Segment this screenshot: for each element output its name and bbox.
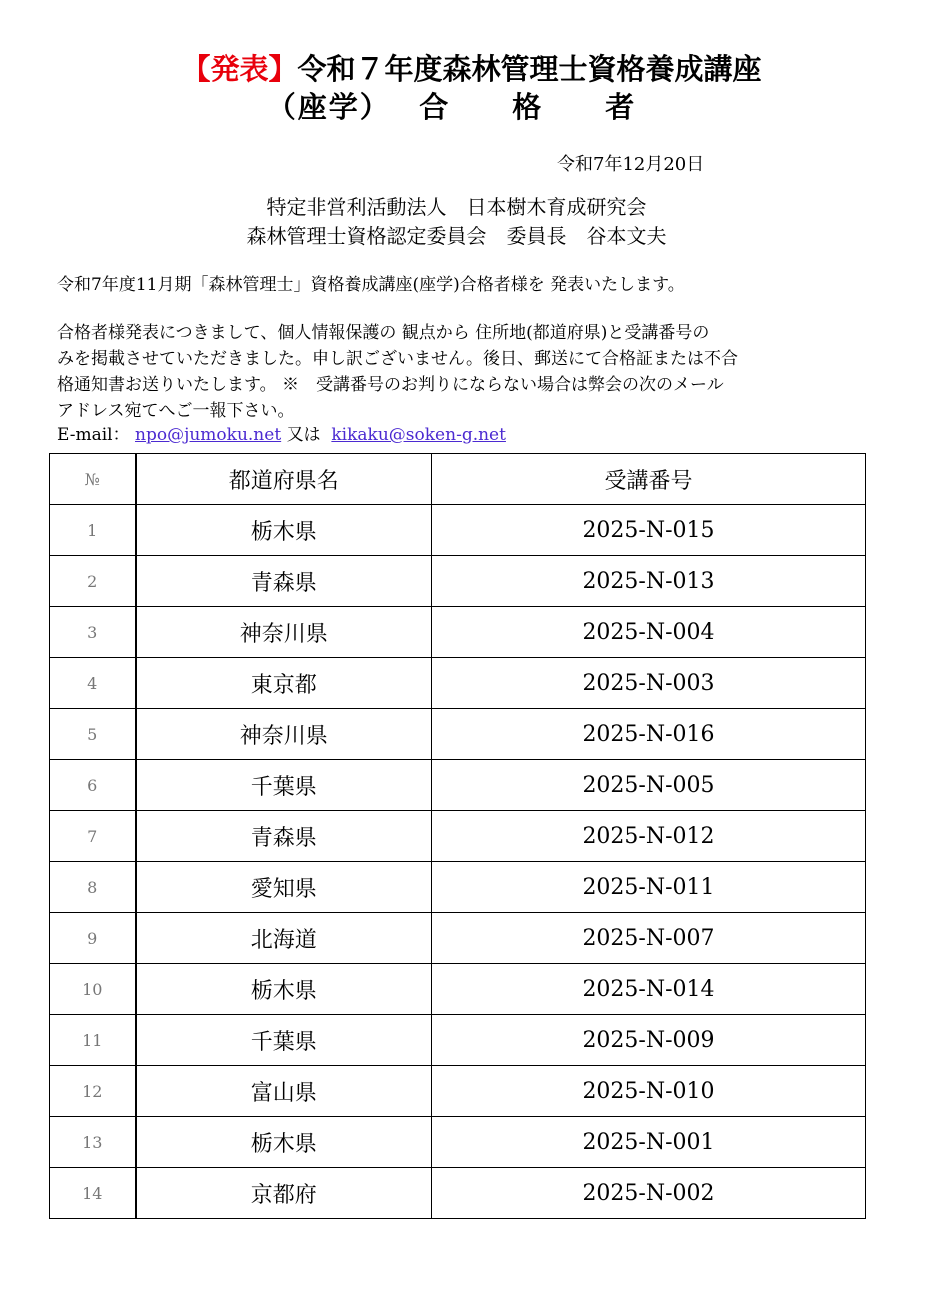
row-number: 8 xyxy=(50,862,136,913)
email-link-soken[interactable]: kikaku@soken-g.net xyxy=(331,425,506,445)
prefecture-cell: 栃木県 xyxy=(136,1117,432,1168)
prefecture-cell: 神奈川県 xyxy=(136,607,432,658)
table-row xyxy=(50,607,866,658)
email-label: E-mail： xyxy=(57,425,130,445)
title-line-1: 令和７年度森林管理士資格養成講座 xyxy=(297,52,762,86)
row-number: 2 xyxy=(50,556,136,607)
enrollment-number-cell: 2025-N-016 xyxy=(432,709,866,760)
table-row xyxy=(50,556,866,607)
row-number: 9 xyxy=(50,913,136,964)
row-number: 11 xyxy=(50,1015,136,1066)
row-number: 13 xyxy=(50,1117,136,1168)
committee-chair: 森林管理士資格認定委員会 委員長 谷本文夫 xyxy=(246,224,667,248)
table-row xyxy=(50,709,866,760)
table-row xyxy=(50,964,866,1015)
prefecture-cell: 青森県 xyxy=(136,811,432,862)
enrollment-number-cell: 2025-N-013 xyxy=(432,556,866,607)
enrollment-number-cell: 2025-N-015 xyxy=(432,505,866,556)
organization-block xyxy=(0,193,943,251)
prefecture-cell: 栃木県 xyxy=(136,505,432,556)
prefecture-cell: 東京都 xyxy=(136,658,432,709)
table-row xyxy=(50,505,866,556)
notice-paragraph xyxy=(57,320,887,424)
announcement-badge: 【発表】 xyxy=(181,52,298,86)
table-row xyxy=(50,1066,866,1117)
prefecture-cell: 富山県 xyxy=(136,1066,432,1117)
enrollment-number-cell: 2025-N-014 xyxy=(432,964,866,1015)
email-link-jumoku[interactable]: npo@jumoku.net xyxy=(135,425,282,445)
prefecture-cell: 神奈川県 xyxy=(136,709,432,760)
prefecture-cell: 北海道 xyxy=(136,913,432,964)
enrollment-number-cell: 2025-N-012 xyxy=(432,811,866,862)
table-row xyxy=(50,913,866,964)
enrollment-number-cell: 2025-N-003 xyxy=(432,658,866,709)
prefecture-cell: 千葉県 xyxy=(136,760,432,811)
enrollment-number-cell: 2025-N-001 xyxy=(432,1117,866,1168)
announcement-text: 令和7年度11月期「森林管理士」資格養成講座(座学)合格者様を 発表いたします。 xyxy=(57,275,685,295)
prefecture-cell: 京都府 xyxy=(136,1168,432,1219)
organization-name: 特定非営利活動法人 日本樹木育成研究会 xyxy=(266,195,647,219)
table-header-row xyxy=(50,454,866,505)
row-number: 6 xyxy=(50,760,136,811)
table-row xyxy=(50,1015,866,1066)
table-row xyxy=(50,1168,866,1219)
row-number: 14 xyxy=(50,1168,136,1219)
row-number: 4 xyxy=(50,658,136,709)
enrollment-number-cell: 2025-N-007 xyxy=(432,913,866,964)
table-row xyxy=(50,862,866,913)
table-row xyxy=(50,658,866,709)
enrollment-number-cell: 2025-N-010 xyxy=(432,1066,866,1117)
prefecture-cell: 千葉県 xyxy=(136,1015,432,1066)
prefecture-cell: 栃木県 xyxy=(136,964,432,1015)
row-number: 5 xyxy=(50,709,136,760)
prefecture-cell: 愛知県 xyxy=(136,862,432,913)
row-number: 10 xyxy=(50,964,136,1015)
notice-line: 格通知書お送りいたします。 ※ 受講番号のお判りにならない場合は弊会の次のメール xyxy=(57,375,724,395)
enrollment-number-cell: 2025-N-011 xyxy=(432,862,866,913)
row-number: 3 xyxy=(50,607,136,658)
issue-date: 令和7年12月20日 xyxy=(557,154,705,175)
table-row xyxy=(50,760,866,811)
table-row xyxy=(50,1117,866,1168)
row-number: 7 xyxy=(50,811,136,862)
row-number: 12 xyxy=(50,1066,136,1117)
enrollment-number-cell: 2025-N-009 xyxy=(432,1015,866,1066)
header-prefecture: 都道府県名 xyxy=(136,454,432,505)
enrollment-number-cell: 2025-N-002 xyxy=(432,1168,866,1219)
header-number: 受講番号 xyxy=(432,454,866,505)
notice-line: みを掲載させていただきました。申し訳ございません。後日、郵送にて合格証または不合 xyxy=(57,349,739,369)
email-separator: 又は xyxy=(286,425,321,445)
results-table xyxy=(49,453,866,1219)
enrollment-number-cell: 2025-N-005 xyxy=(432,760,866,811)
notice-line: 合格者様発表につきまして、個人情報保護の 観点から 住所地(都道府県)と受講番号の xyxy=(57,323,710,343)
notice-line: アドレス宛てへご一報下さい。 xyxy=(57,401,295,421)
table-row xyxy=(50,811,866,862)
header-no: № xyxy=(50,454,136,505)
prefecture-cell: 青森県 xyxy=(136,556,432,607)
page-title xyxy=(0,50,943,126)
contact-line xyxy=(57,420,506,445)
row-number: 1 xyxy=(50,505,136,556)
title-line-2: （座学） 合 格 者 xyxy=(266,90,637,124)
enrollment-number-cell: 2025-N-004 xyxy=(432,607,866,658)
